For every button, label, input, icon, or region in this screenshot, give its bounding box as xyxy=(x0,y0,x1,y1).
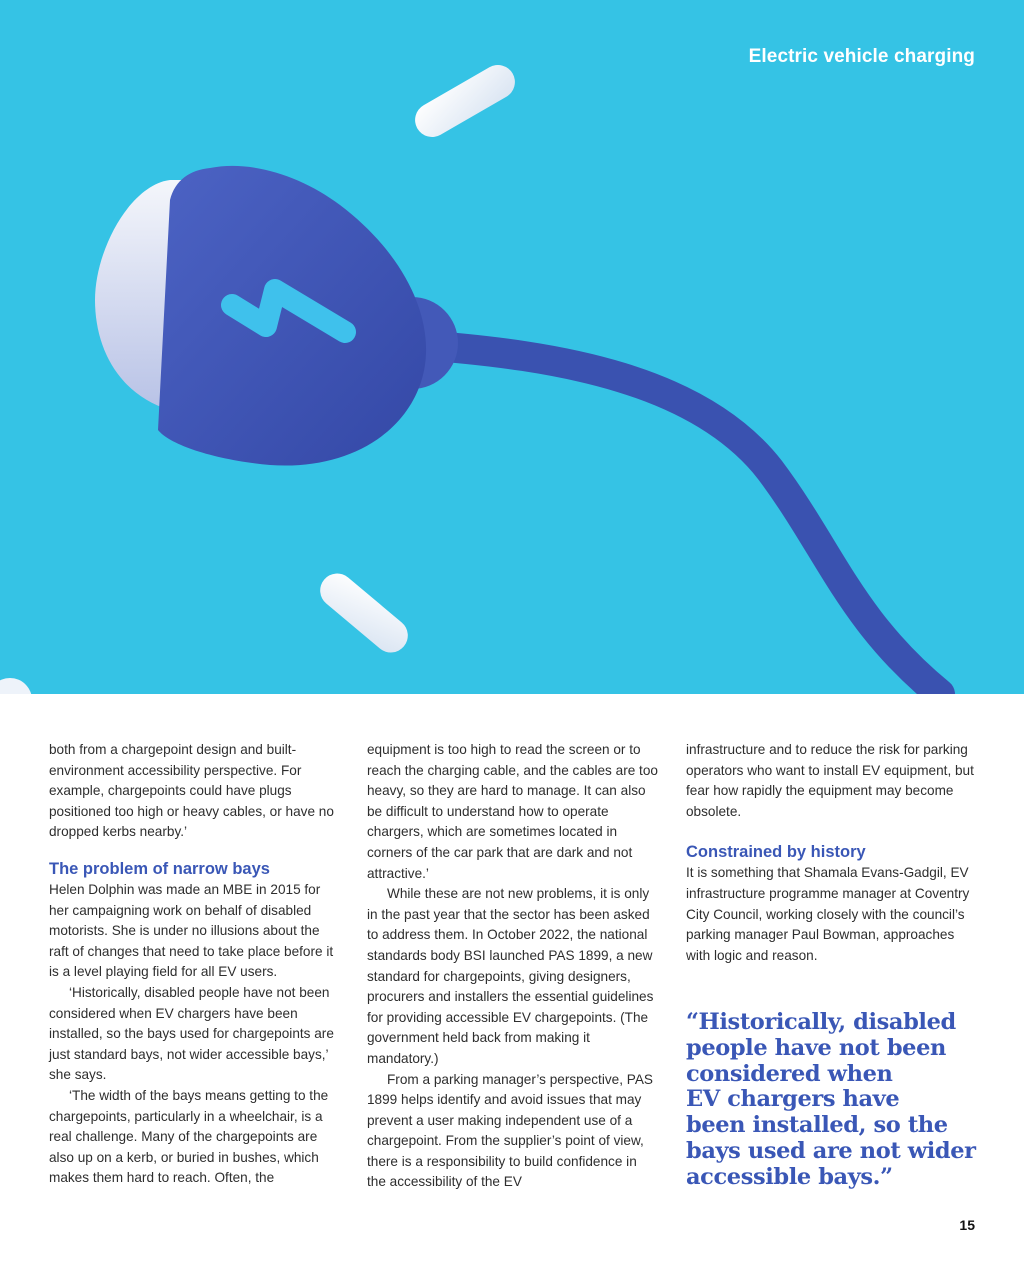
pull-quote-line: people have not been xyxy=(686,1034,946,1061)
pull-quote-line: “Historically, disabled xyxy=(686,1009,956,1035)
pull-quote-line: EV chargers have xyxy=(686,1086,900,1113)
page-number: 15 xyxy=(959,1217,975,1233)
pull-quote-line: accessible bays.” xyxy=(686,1163,893,1190)
paragraph: It is something that Shamala Evans-Gadgil, EV infrastructure programme manager at Coventry City Council, working closely with the council’s parking manager Paul Bowman, approaches with logic and reason. xyxy=(686,865,970,963)
charging-cable xyxy=(420,345,940,694)
paragraph: ‘Historically, disabled people have not been considered when EV chargers have been installed, so the bays used for chargepoints are just standard bays, not wider accessible bays,’ she says. xyxy=(49,984,334,1083)
paragraph: both from a chargepoint design and built-environment accessibility perspective. For example, chargepoints could have plugs positioned too high or heavy cables, or have no dropped kerbs nearby.’ xyxy=(49,742,334,840)
subheading: Constrained by history xyxy=(686,843,866,862)
paragraph: From a parking manager’s perspective, PAS 1899 helps identify and avoid issues that may prevent a user making independent use of a chargepoint. From the supplier’s point of view, there is a responsibility to build confidence in the accessibility of the EV xyxy=(367,1071,653,1190)
decorative-circle-corner xyxy=(0,678,32,694)
pull-quote-line: considered when xyxy=(686,1060,893,1087)
paragraph: While these are not new problems, it is only in the past year that the sector has been asked to address them. In October 2022, the national standards body BSI launched PAS 1899, a new standard for chargepoints, giving designers, procurers and installers the essential guidelines for providing accessible EV chargepoints. (The government held back from making it mandatory.) xyxy=(367,886,654,1066)
paragraph: ‘The width of the bays means getting to the chargepoints, particularly in a wheelchair, is a real challenge. Many of the chargepoints are also up on a kerb, or buried in bushes, which makes them hard to reach. Often, the xyxy=(49,1087,329,1186)
subheading: The problem of narrow bays xyxy=(49,859,270,878)
pull-quote-line: bays used are not wider xyxy=(686,1137,976,1164)
paragraph: equipment is too high to read the screen or to reach the charging cable, and the cables are too heavy, so they are hard to manage. It can also be difficult to understand how to operate chargers, which are sometimes located in corners of the car park that are dark and not attractive.’ xyxy=(367,742,658,881)
decorative-pill-bottom xyxy=(313,567,415,660)
article-column-1 xyxy=(49,740,341,1189)
article-column-3 xyxy=(686,740,978,966)
paragraph: infrastructure and to reduce the risk for parking operators who want to install EV equipment, but fear how rapidly the equipment may become obsolete. xyxy=(686,742,974,819)
pull-quote-line: been installed, so the xyxy=(686,1112,948,1139)
plug-body xyxy=(158,166,426,466)
paragraph: Helen Dolphin was made an MBE in 2015 for her campaigning work on behalf of disabled motorists. She is under no illusions about the raft of changes that need to take place before it is a level playing field for all EV users. xyxy=(49,881,334,980)
pull-quote xyxy=(686,1010,986,1191)
section-title: Electric vehicle charging xyxy=(748,46,975,67)
decorative-pill-top xyxy=(409,59,521,143)
article-column-2 xyxy=(367,740,659,1193)
